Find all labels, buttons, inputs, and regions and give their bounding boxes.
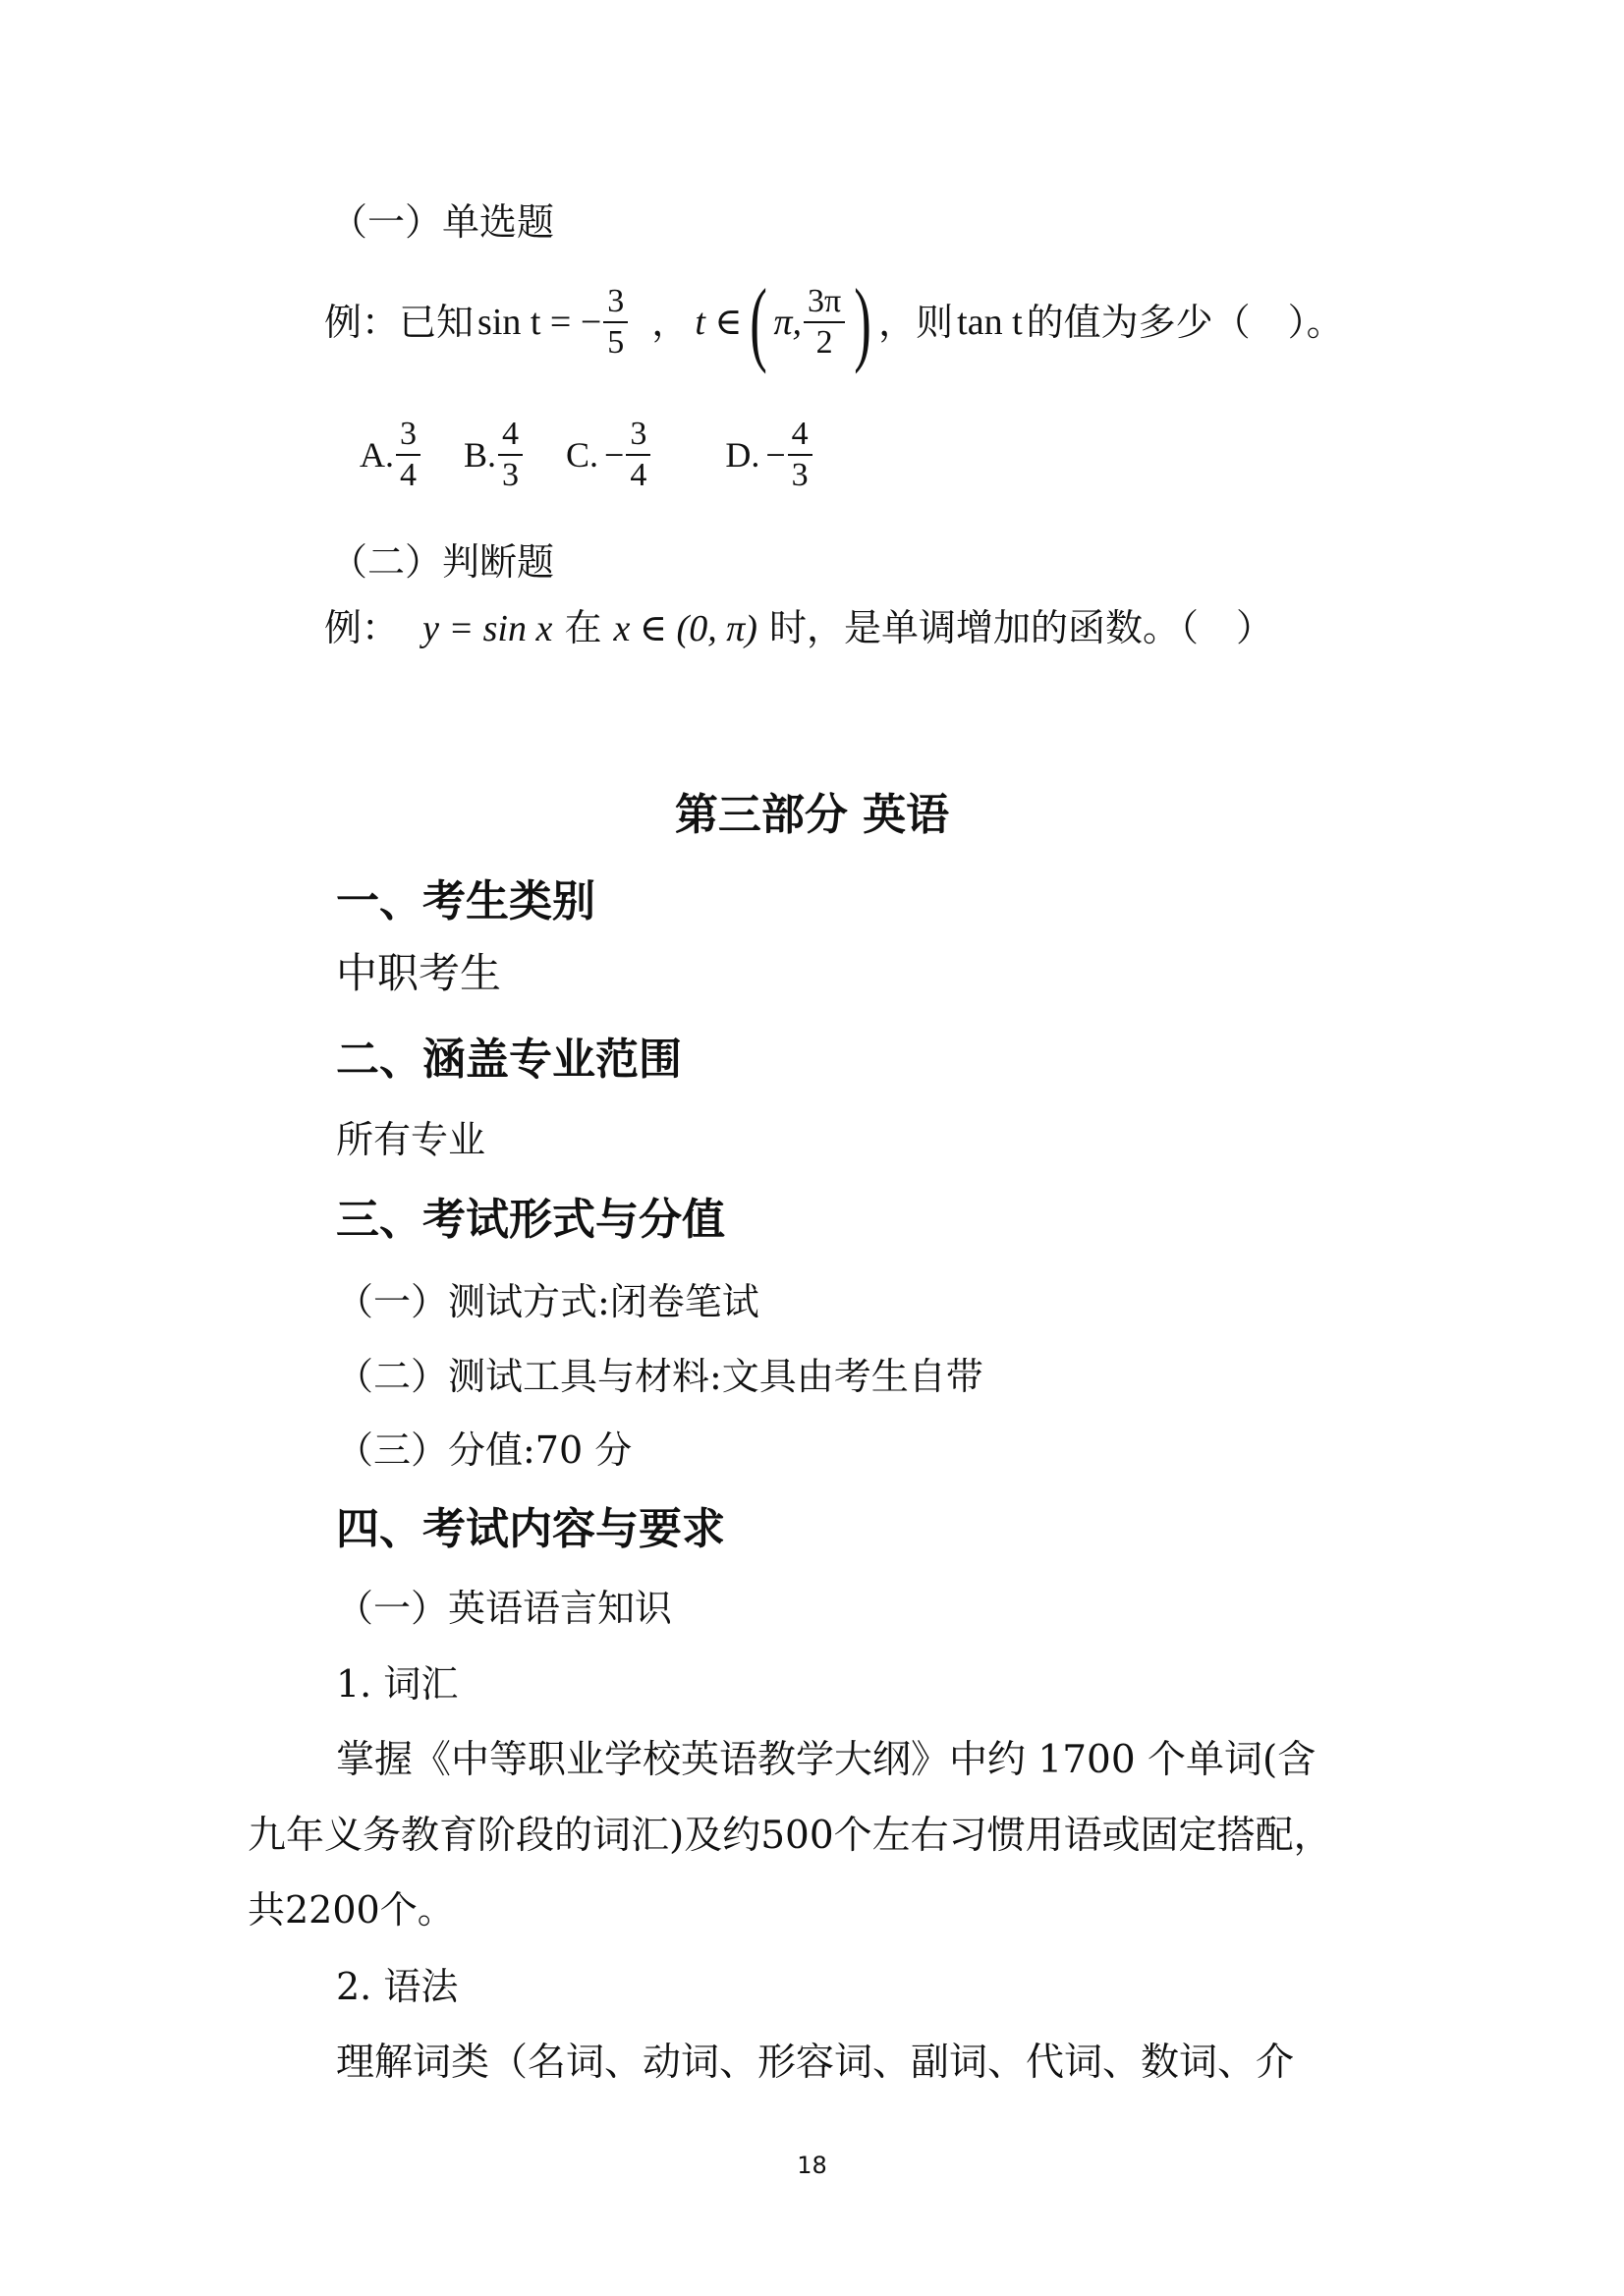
known-text: 已知 (399, 301, 475, 344)
single-choice-heading: （一）单选题 (330, 200, 555, 244)
t-in-expression: t ∈ (695, 302, 743, 343)
judge-interval: x ∈ (0, π) (613, 608, 757, 649)
exam-format-item-3: （三）分值:70 分 (336, 1428, 633, 1472)
tan-t: tan t (957, 302, 1023, 343)
then-text: ，则 (878, 301, 954, 344)
option-d: D. − $\frac{4}{3}$ (725, 417, 813, 492)
exam-format-item-1: （一）测试方式:闭卷笔试 (336, 1280, 759, 1323)
comma: ， (651, 301, 690, 344)
judge-heading: （二）判断题 (330, 540, 555, 584)
judge-example-line (324, 606, 1273, 649)
page-number: 18 (797, 2152, 827, 2179)
english-knowledge-subheading: （一）英语语言知识 (336, 1587, 673, 1630)
judge-tail: 时，是单调增加的函数。（ ） (768, 606, 1273, 649)
vocab-heading: 1. 词汇 (336, 1662, 459, 1706)
fraction-3-5: $\frac{3}{5}$ (603, 284, 628, 360)
right-paren: ) (854, 269, 871, 374)
judge-zai: 在 (564, 606, 602, 649)
grammar-heading: 2. 语法 (336, 1965, 459, 2008)
pi-comma: π, (773, 302, 803, 343)
option-c: C. − $\frac{3}{4}$ (566, 417, 652, 492)
exam-format-item-2: （二）测试工具与材料:文具由考生自带 (336, 1355, 983, 1398)
answer-options (360, 411, 814, 499)
heading-exam-format: 三、考试形式与分值 (336, 1195, 725, 1245)
sin-t-expression: sin t = − (477, 302, 602, 343)
example-question-line (324, 269, 1344, 374)
vocab-line-2: 九年义务教育阶段的词汇)及约500个左右习惯用语或固定搭配， (248, 1814, 1332, 1858)
judge-example-label: 例： (324, 606, 400, 649)
heading-candidate-category: 一、考生类别 (336, 876, 595, 926)
grammar-line-1: 理解词类（名词、动词、形容词、副词、代词、数词、介 (336, 2041, 1295, 2085)
option-a: A. $\frac{3}{4}$ (360, 417, 422, 492)
fraction-3pi-2: $\frac{3\pi}{2}$ (804, 284, 845, 360)
judge-function: y = sin x (422, 608, 553, 649)
major-scope-body: 所有专业 (336, 1118, 486, 1161)
option-b: B. $\frac{4}{3}$ (464, 417, 525, 492)
question-tail: 的值为多少（ ）。 (1026, 301, 1344, 344)
heading-major-scope: 二、涵盖专业范围 (336, 1035, 682, 1085)
example-label: 例： (324, 301, 400, 344)
left-paren: ( (749, 269, 767, 374)
section-title: 第三部分 英语 (674, 790, 950, 840)
candidate-category-body: 中职考生 (336, 949, 502, 997)
heading-exam-content: 四、考试内容与要求 (336, 1504, 725, 1554)
vocab-line-1: 掌握《中等职业学校英语教学大纲》中约 1700 个单词(含 (336, 1738, 1316, 1782)
vocab-line-3: 共2200个。 (248, 1888, 455, 1932)
